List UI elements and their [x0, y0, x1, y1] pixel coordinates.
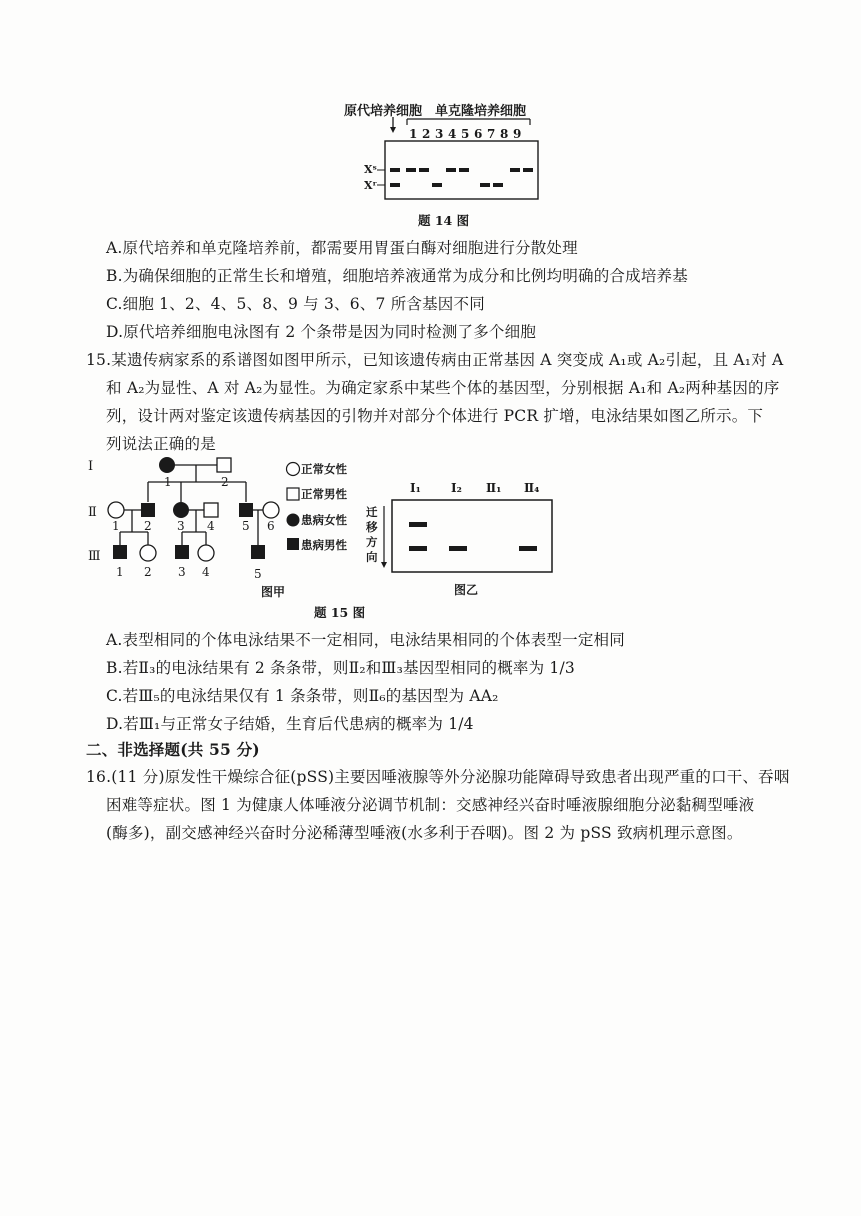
gel-lane-label: Ⅱ₁ [486, 481, 502, 495]
individual-number: 5 [242, 519, 250, 533]
q16-line: 16.(11 分)原发性干燥综合征(pSS)主要因唾液腺等外分泌腺功能障碍导致患者出现严重的口干、吞咽 [86, 768, 790, 786]
q14-option-a: A.原代培养和单克隆培养前，都需要用胃蛋白酶对细胞进行分散处理 [106, 239, 578, 257]
fig15-caption: 题 15 图 [314, 605, 366, 620]
q14-option-d: D.原代培养细胞电泳图有 2 个条带是因为同时检测了多个细胞 [106, 323, 537, 341]
fig14-caption: 题 14 图 [418, 213, 470, 228]
fig14-header-left: 原代培养细胞 [344, 104, 423, 119]
pedigree-iii4-normal-female [198, 545, 214, 561]
fig14-lane-label: 9 [513, 127, 522, 141]
legend-affected-female-icon [287, 514, 300, 527]
fig14-lane-label: 8 [500, 127, 509, 141]
individual-number: 3 [177, 519, 185, 533]
pedigree-ii6-normal-female [263, 502, 279, 518]
individual-number: 2 [144, 565, 152, 579]
legend-label: 正常女性 [301, 462, 347, 476]
migration-label: 向 [366, 550, 378, 564]
fig14-header-right: 单克隆培养细胞 [435, 104, 527, 119]
fig14-lane-label: 1 [409, 127, 418, 141]
legend-label: 患病男性 [301, 538, 347, 552]
q15-option-a: A.表型相同的个体电泳结果不一定相同，电泳结果相同的个体表型一定相同 [106, 631, 625, 649]
pedigree-chart [80, 450, 370, 600]
pedigree-ii2-affected-male [141, 503, 155, 517]
q15-stem-line: 15.某遗传病家系的系谱图如图甲所示，已知该遗传病由正常基因 A 突变成 A₁或 A₂引起，且 A₁对 A [86, 351, 784, 369]
fig14-bands [390, 168, 533, 187]
q16-line: (酶多)，副交感神经兴奋时分泌稀薄型唾液(水多利于吞咽)。图 2 为 pSS 致病机理示意图。 [106, 824, 743, 842]
legend-normal-male-icon [287, 488, 299, 500]
fig14-row-label-xs: Xˢ [364, 163, 377, 176]
legend-affected-male-icon [287, 538, 299, 550]
individual-number: 3 [178, 565, 186, 579]
fig14-lane-label: 5 [461, 127, 470, 141]
individual-number: 1 [164, 475, 172, 489]
individual-number: 4 [202, 565, 210, 579]
legend-normal-female-icon [287, 463, 300, 476]
q16-line: 困难等症状。图 1 为健康人体唾液分泌调节机制：交感神经兴奋时唾液腺细胞分泌黏稠型唾液 [106, 796, 755, 814]
individual-number: 5 [254, 567, 262, 581]
fig14-lane-label: 4 [448, 127, 457, 141]
gel-electrophoresis-chart [362, 478, 562, 598]
q15-option-d: D.若Ⅲ₁与正常女子结婚，生育后代患病的概率为 1/4 [106, 715, 474, 733]
legend-label: 正常男性 [301, 487, 347, 501]
fig-jia-label: 图甲 [261, 585, 286, 599]
fig14-lane-label: 3 [435, 127, 444, 141]
individual-number: 2 [221, 475, 229, 489]
generation-label: Ⅲ [88, 549, 101, 564]
gel-lane-label: Ⅱ₄ [524, 481, 540, 495]
generation-label: Ⅱ [88, 505, 97, 520]
pedigree-ii1-normal-female [108, 502, 124, 518]
pedigree-iii1-affected-male [113, 545, 127, 559]
pedigree-iii5-affected-male [251, 545, 265, 559]
individual-number: 2 [144, 519, 152, 533]
fig14-lane-label: 2 [422, 127, 431, 141]
individual-number: 4 [207, 519, 215, 533]
q15-stem-line: 列说法正确的是 [106, 435, 216, 453]
generation-label: Ⅰ [88, 459, 94, 474]
q15-stem-line: 和 A₂为显性、A 对 A₂为显性。为确定家系中某些个体的基因型，分别根据 A₁和 A₂两种基因的序 [106, 379, 780, 397]
individual-number: 6 [267, 519, 275, 533]
legend-label: 患病女性 [301, 513, 347, 527]
fig14-row-label-xr: Xʳ [364, 179, 378, 192]
migration-label: 移 [366, 520, 378, 534]
migration-label: 方 [366, 535, 378, 549]
pedigree-i1-affected-female [159, 457, 175, 473]
q15-option-c: C.若Ⅲ₅的电泳结果仅有 1 条条带，则Ⅱ₆的基因型为 AA₂ [106, 687, 499, 705]
fig-yi-label: 图乙 [454, 583, 479, 597]
fig14-gel [360, 115, 550, 210]
gel-lane-label: Ⅰ₂ [451, 481, 462, 495]
pedigree-ii4-normal-male [204, 503, 218, 517]
fig14-lane-label: 6 [474, 127, 483, 141]
q14-option-b: B.为确保细胞的正常生长和增殖，细胞培养液通常为成分和比例均明确的合成培养基 [106, 267, 688, 285]
q14-option-c: C.细胞 1、2、4、5、8、9 与 3、6、7 所含基因不同 [106, 295, 485, 313]
pedigree-iii3-affected-male [175, 545, 189, 559]
section-2-title: 二、非选择题(共 55 分) [86, 740, 260, 759]
pedigree-iii2-normal-female [140, 545, 156, 561]
individual-number: 1 [112, 519, 120, 533]
pedigree-ii5-affected-male [239, 503, 253, 517]
gel-lane-label: Ⅰ₁ [410, 481, 421, 495]
migration-label: 迁 [366, 505, 378, 519]
individual-number: 1 [116, 565, 124, 579]
fig14-lane-label: 7 [487, 127, 496, 141]
pedigree-ii3-affected-female [173, 502, 189, 518]
pedigree-i2-normal-male [217, 458, 231, 472]
q15-option-b: B.若Ⅱ₃的电泳结果有 2 条条带，则Ⅱ₂和Ⅲ₃基因型相同的概率为 1/3 [106, 659, 575, 677]
q15-stem-line: 列，设计两对鉴定该遗传病基因的引物并对部分个体进行 PCR 扩增，电泳结果如图乙所示。下 [106, 407, 764, 425]
gel-bands [409, 522, 537, 551]
